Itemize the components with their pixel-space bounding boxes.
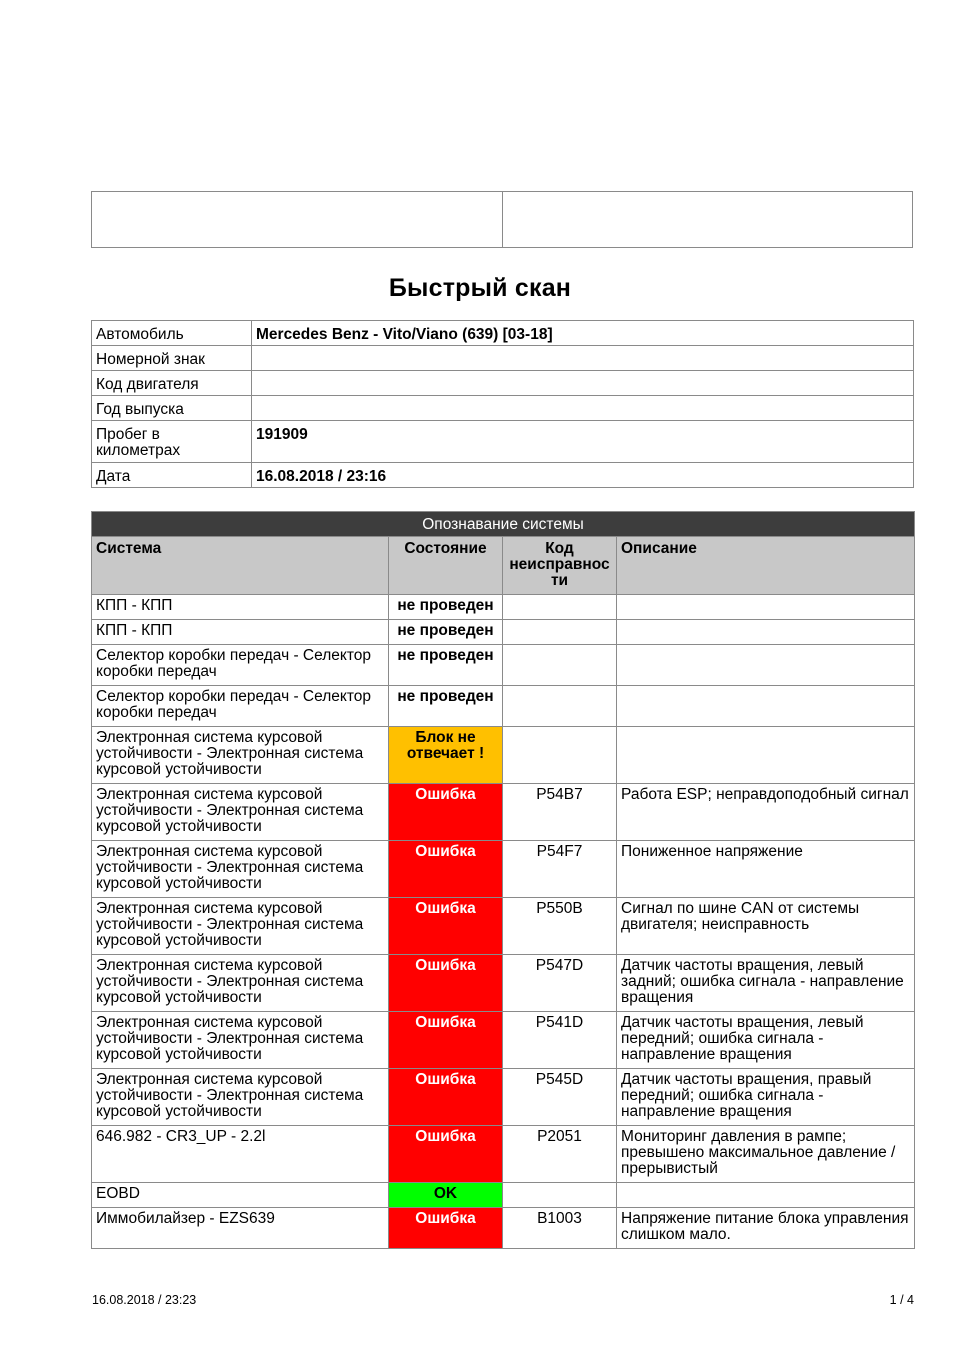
page-title: Быстрый скан [388, 274, 572, 302]
status-cell: Ошибка [389, 1126, 503, 1183]
fault-code-cell [503, 645, 617, 686]
vehicle-info-table [91, 320, 914, 488]
status-cell: Ошибка [389, 841, 503, 898]
info-value: 16.08.2018 / 23:16 [252, 463, 914, 488]
status-cell: OK [389, 1183, 503, 1208]
info-value [252, 346, 914, 371]
info-label: Номерной знак [92, 346, 252, 371]
info-row-plate [92, 346, 914, 371]
table-row [92, 898, 915, 955]
info-row-mileage [92, 421, 914, 463]
system-cell: КПП - КПП [92, 620, 389, 645]
status-cell: Ошибка [389, 784, 503, 841]
system-cell: EOBD [92, 1183, 389, 1208]
info-label: Код двигателя [92, 371, 252, 396]
table-row [92, 1069, 915, 1126]
table-row [92, 1126, 915, 1183]
fault-code-cell: P545D [503, 1069, 617, 1126]
table-row [92, 955, 915, 1012]
info-row-date [92, 463, 914, 488]
column-header-code: Код неисправнос ти [503, 537, 617, 595]
status-cell: Блок не отвечает ! [389, 727, 503, 784]
table-row [92, 841, 915, 898]
description-cell [617, 727, 915, 784]
description-cell: Датчик частоты вращения, левый задний; ошибка сигнала - направление вращения [617, 955, 915, 1012]
system-cell: Селектор коробки передач - Селектор коробки передач [92, 645, 389, 686]
fault-code-cell: P54F7 [503, 841, 617, 898]
column-header-description: Описание [617, 537, 915, 595]
column-header-status: Состояние [389, 537, 503, 595]
status-cell: Ошибка [389, 1012, 503, 1069]
table-row [92, 1183, 915, 1208]
fault-code-cell [503, 1183, 617, 1208]
fault-code-cell [503, 620, 617, 645]
info-row-vehicle [92, 321, 914, 346]
description-cell [617, 686, 915, 727]
info-label: Пробег в километрах [92, 421, 252, 463]
system-cell: 646.982 - CR3_UP - 2.2l [92, 1126, 389, 1183]
description-cell: Датчик частоты вращения, правый передний; ошибка сигнала - направление вращения [617, 1069, 915, 1126]
system-cell: Электронная система курсовой устойчивости - Электронная система курсовой устойчивости [92, 727, 389, 784]
system-cell: Иммобилайзер - EZS639 [92, 1208, 389, 1249]
fault-code-cell: P54B7 [503, 784, 617, 841]
description-cell [617, 620, 915, 645]
status-cell: не проведен [389, 620, 503, 645]
system-cell: Электронная система курсовой устойчивости - Электронная система курсовой устойчивости [92, 784, 389, 841]
info-value: 191909 [252, 421, 914, 463]
scan-table-body [92, 595, 915, 1249]
fault-code-cell: P550B [503, 898, 617, 955]
info-value [252, 396, 914, 421]
header-cell-left [92, 192, 502, 247]
scan-table-title: Опознавание системы [92, 512, 915, 537]
header-cell-right [502, 192, 913, 247]
table-row [92, 595, 915, 620]
info-row-year [92, 396, 914, 421]
info-value [252, 371, 914, 396]
status-cell: не проведен [389, 686, 503, 727]
status-cell: Ошибка [389, 1208, 503, 1249]
system-cell: Электронная система курсовой устойчивости - Электронная система курсовой устойчивости [92, 898, 389, 955]
table-row [92, 1208, 915, 1249]
scan-table-header-row [92, 537, 915, 595]
table-row [92, 1012, 915, 1069]
system-cell: Селектор коробки передач - Селектор коробки передач [92, 686, 389, 727]
table-row [92, 727, 915, 784]
fault-code-cell: P547D [503, 955, 617, 1012]
fault-code-cell [503, 686, 617, 727]
status-cell: Ошибка [389, 898, 503, 955]
description-cell: Пониженное напряжение [617, 841, 915, 898]
system-cell: Электронная система курсовой устойчивости - Электронная система курсовой устойчивости [92, 1012, 389, 1069]
system-cell: Электронная система курсовой устойчивости - Электронная система курсовой устойчивости [92, 841, 389, 898]
column-header-system: Система [92, 537, 389, 595]
system-cell: Электронная система курсовой устойчивости - Электронная система курсовой устойчивости [92, 955, 389, 1012]
status-cell: Ошибка [389, 955, 503, 1012]
description-cell: Датчик частоты вращения, левый передний; ошибка сигнала - направление вращения [617, 1012, 915, 1069]
scan-results-table [91, 511, 915, 1249]
description-cell [617, 1183, 915, 1208]
table-row [92, 686, 915, 727]
fault-code-cell [503, 595, 617, 620]
description-cell: Напряжение питание блока управления слишком мало. [617, 1208, 915, 1249]
header-box [91, 191, 913, 248]
fault-code-cell: P2051 [503, 1126, 617, 1183]
description-cell [617, 645, 915, 686]
table-row [92, 784, 915, 841]
fault-code-cell [503, 727, 617, 784]
info-label: Автомобиль [92, 321, 252, 346]
fault-code-cell: B1003 [503, 1208, 617, 1249]
table-row [92, 620, 915, 645]
fault-code-cell: P541D [503, 1012, 617, 1069]
status-cell: Ошибка [389, 1069, 503, 1126]
table-row [92, 645, 915, 686]
footer-page-number: 1 / 4 [889, 1293, 914, 1307]
info-label: Год выпуска [92, 396, 252, 421]
description-cell: Мониторинг давления в рампе; превышено максимальное давление / прерывистый [617, 1126, 915, 1183]
info-row-engine-code [92, 371, 914, 396]
scan-table-title-row [92, 512, 915, 537]
description-cell: Работа ESP; неправдоподобный сигнал [617, 784, 915, 841]
info-label: Дата [92, 463, 252, 488]
system-cell: КПП - КПП [92, 595, 389, 620]
system-cell: Электронная система курсовой устойчивости - Электронная система курсовой устойчивости [92, 1069, 389, 1126]
info-value: Mercedes Benz - Vito/Viano (639) [03-18] [252, 321, 914, 346]
status-cell: не проведен [389, 645, 503, 686]
description-cell [617, 595, 915, 620]
footer-timestamp: 16.08.2018 / 23:23 [92, 1293, 197, 1307]
status-cell: не проведен [389, 595, 503, 620]
description-cell: Сигнал по шине CAN от системы двигателя; неисправность [617, 898, 915, 955]
